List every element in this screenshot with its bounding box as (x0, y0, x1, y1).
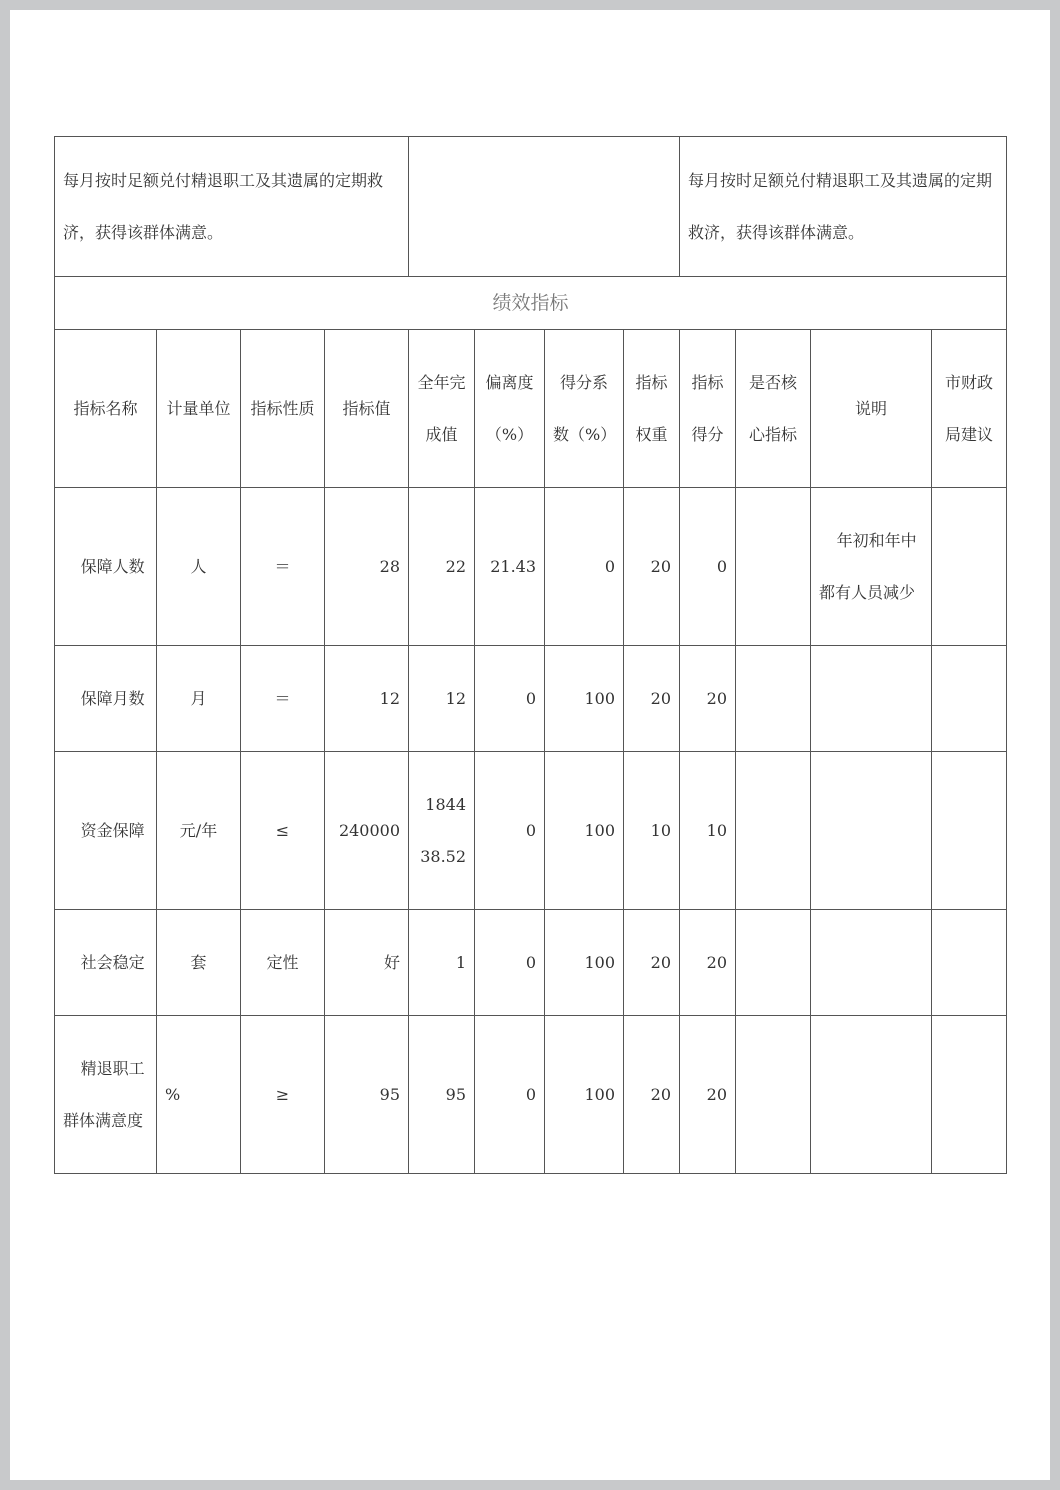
cell-weight: 20 (624, 910, 680, 1016)
header-weight: 指标权重 (624, 330, 680, 488)
cell-note: 年初和年中都有人员减少 (811, 488, 932, 646)
cell-completed: 184438.52 (409, 752, 475, 910)
cell-coef: 0 (545, 488, 624, 646)
document-page (10, 10, 1050, 1480)
table-row (55, 488, 1007, 646)
cell-value: 95 (325, 1016, 409, 1174)
cell-unit: 月 (157, 646, 241, 752)
cell-note (811, 910, 932, 1016)
goal-right-cell: 每月按时足额兑付精退职工及其遗属的定期救济，获得该群体满意。 (680, 137, 1007, 277)
cell-value: 12 (325, 646, 409, 752)
cell-note (811, 752, 932, 910)
cell-advice (932, 752, 1007, 910)
header-advice: 市财政局建议 (932, 330, 1007, 488)
cell-score: 20 (680, 1016, 736, 1174)
cell-core (736, 1016, 811, 1174)
cell-core (736, 646, 811, 752)
cell-unit: % (157, 1016, 241, 1174)
cell-nature: ≥ (241, 1016, 325, 1174)
cell-unit: 人 (157, 488, 241, 646)
cell-advice (932, 1016, 1007, 1174)
cell-deviation: 0 (475, 910, 545, 1016)
cell-value: 好 (325, 910, 409, 1016)
header-deviation: 偏离度（%） (475, 330, 545, 488)
cell-score: 0 (680, 488, 736, 646)
cell-deviation: 0 (475, 752, 545, 910)
cell-unit: 套 (157, 910, 241, 1016)
table-row (55, 910, 1007, 1016)
cell-name: 保障人数 (55, 488, 157, 646)
table-row (55, 1016, 1007, 1174)
cell-advice (932, 488, 1007, 646)
cell-note (811, 646, 932, 752)
cell-score: 20 (680, 646, 736, 752)
cell-coef: 100 (545, 1016, 624, 1174)
cell-nature: 定性 (241, 910, 325, 1016)
header-row (55, 330, 1007, 488)
cell-value: 240000 (325, 752, 409, 910)
cell-completed: 22 (409, 488, 475, 646)
cell-deviation: 0 (475, 1016, 545, 1174)
section-title: 绩效指标 (55, 277, 1007, 330)
header-completed: 全年完成值 (409, 330, 475, 488)
cell-completed: 12 (409, 646, 475, 752)
cell-core (736, 910, 811, 1016)
cell-unit: 元/年 (157, 752, 241, 910)
goal-left-cell: 每月按时足额兑付精退职工及其遗属的定期救济，获得该群体满意。 (55, 137, 409, 277)
header-score: 指标得分 (680, 330, 736, 488)
cell-coef: 100 (545, 910, 624, 1016)
cell-coef: 100 (545, 752, 624, 910)
cell-advice (932, 910, 1007, 1016)
cell-weight: 10 (624, 752, 680, 910)
table-row (55, 646, 1007, 752)
cell-weight: 20 (624, 646, 680, 752)
cell-nature: ＝ (241, 488, 325, 646)
performance-table (54, 136, 1007, 1174)
cell-score: 10 (680, 752, 736, 910)
header-unit: 计量单位 (157, 330, 241, 488)
header-value: 指标值 (325, 330, 409, 488)
cell-advice (932, 646, 1007, 752)
cell-name: 资金保障 (55, 752, 157, 910)
cell-name: 保障月数 (55, 646, 157, 752)
cell-weight: 20 (624, 488, 680, 646)
header-note: 说明 (811, 330, 932, 488)
header-coef: 得分系数（%） (545, 330, 624, 488)
cell-note (811, 1016, 932, 1174)
cell-completed: 1 (409, 910, 475, 1016)
goal-row (55, 137, 1007, 277)
cell-coef: 100 (545, 646, 624, 752)
cell-deviation: 21.43 (475, 488, 545, 646)
table-row (55, 752, 1007, 910)
header-name: 指标名称 (55, 330, 157, 488)
cell-nature: ＝ (241, 646, 325, 752)
cell-core (736, 752, 811, 910)
cell-score: 20 (680, 910, 736, 1016)
goal-middle-cell (409, 137, 680, 277)
cell-nature: ≤ (241, 752, 325, 910)
cell-weight: 20 (624, 1016, 680, 1174)
cell-core (736, 488, 811, 646)
cell-deviation: 0 (475, 646, 545, 752)
header-nature: 指标性质 (241, 330, 325, 488)
header-core: 是否核心指标 (736, 330, 811, 488)
cell-name: 社会稳定 (55, 910, 157, 1016)
cell-completed: 95 (409, 1016, 475, 1174)
cell-name: 精退职工群体满意度 (55, 1016, 157, 1174)
cell-value: 28 (325, 488, 409, 646)
section-row (55, 277, 1007, 330)
